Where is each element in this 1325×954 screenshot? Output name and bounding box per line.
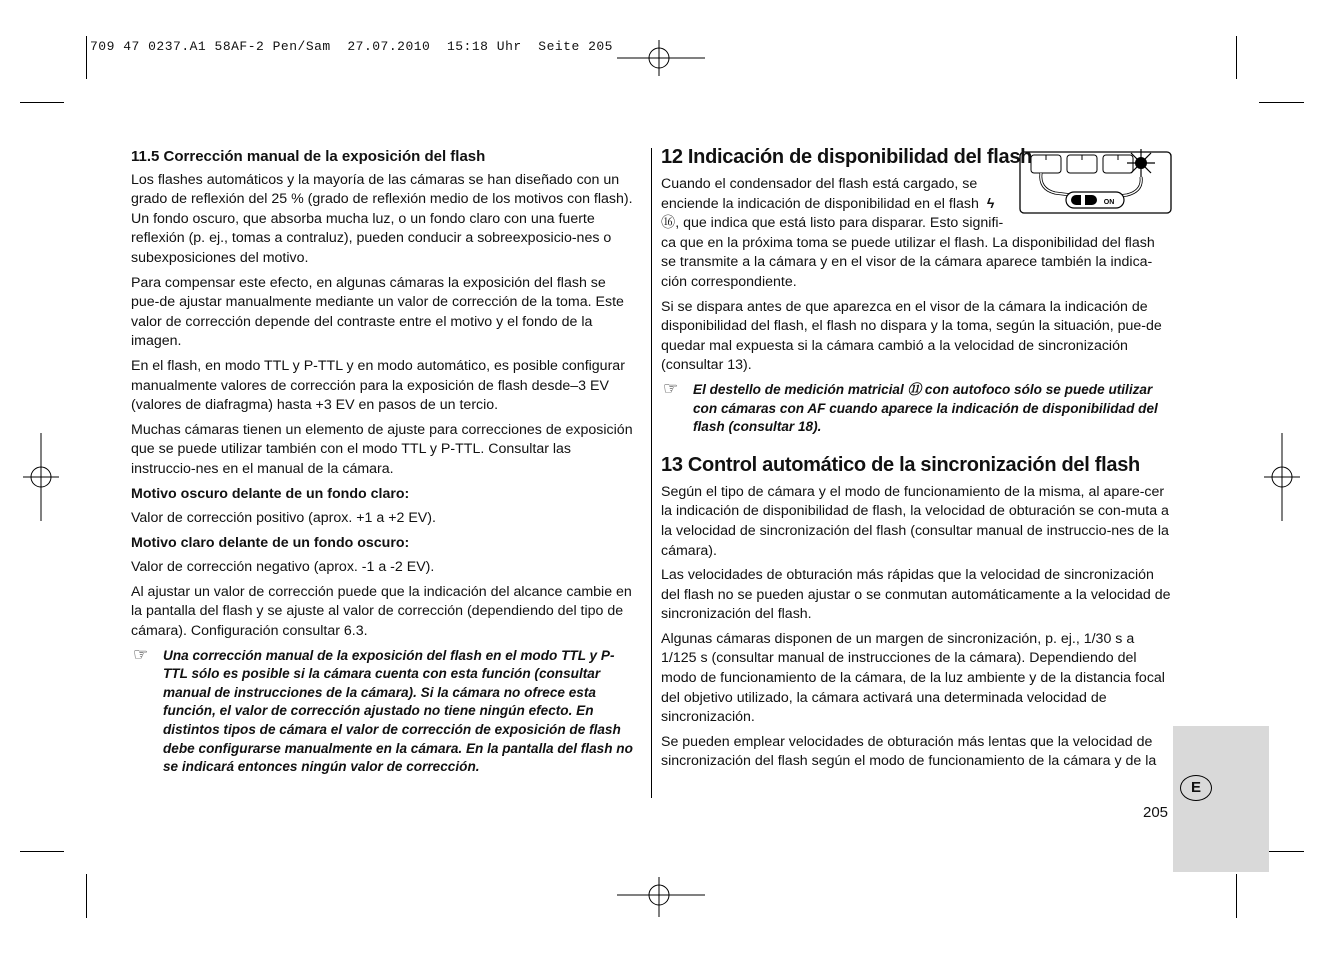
subheading: Motivo oscuro delante de un fondo claro:: [131, 485, 410, 502]
paragraph: En el flash, en modo TTL y P-TTL y en modo automático, es posible configurar manualmente valores de corrección para la exposición de flash desde–3 EV (valores de diafragma) hasta +3 EV en pasos de un tercio.: [131, 357, 625, 414]
print-slug: 709 47 0237.A1 58AF-2 Pen/Sam 27.07.2010 15:18 Uhr Seite 205: [90, 39, 613, 54]
paragraph-line: Cuando el condensador del flash está cargado, se: [661, 176, 978, 192]
section-heading-12: 12 Indicación de disponibilidad del flash: [661, 146, 1033, 168]
paragraph: ca que en la próxima toma se puede utilizar el flash. La disponibilidad del flash se transmite a la cámara y en el visor de la cámara aparece también la indica-ción correspondiente.: [661, 234, 1155, 290]
paragraph: Muchas cámaras tienen un elemento de ajuste para correcciones de exposición que se puede utilizar también con el modo TTL y P-TTL. Consultar las instruccio-nes en el manual de la cámara.: [131, 421, 633, 477]
paragraph: Al ajustar un valor de corrección puede que la indicación del alcance cambie en la pantalla del flash y se ajuste al valor de corrección (dependiendo del tipo de cámara). Configuración consultar 6.3.: [131, 583, 632, 640]
section-heading-13: 13 Control automático de la sincronización del flash: [661, 453, 1140, 476]
paragraph-line-text: enciende la indicación de disponibilidad en el flash: [661, 195, 979, 212]
paragraph: Según el tipo de cámara y el modo de funcionamiento de la misma, al apare-cer la indicación de disponibilidad de flash, la velocidad de obturación se con-muta a la velocidad de sincronización del flash (consultar manual de instruccio-nes de la cámara).: [661, 483, 1169, 559]
note: [131, 644, 638, 777]
subheading: Motivo claro delante de un fondo oscuro:: [131, 534, 410, 551]
paragraph: Valor de corrección negativo (aprox. -1 a -2 EV).: [131, 559, 435, 576]
note: [661, 378, 1171, 437]
note-text: El destello de medición matricial ⑪ con autofoco sólo se puede utilizar con cámaras con AF cuando aparece la indicación de disponibilidad del flash (consultar 18).: [693, 381, 1158, 435]
note-text: Una corrección manual de la exposición del flash en el modo TTL y P-TTL sólo es posible si la cámara cuenta con esta función (consultar manual de instrucciones de la cámara). Si la cámara no ofrece esta función, el valor de corrección ajustado no tiene ningún efecto. En distintos tipos de cámara el valor de corrección de exposición de flash debe configurarse manualmente en la cámara. En la pantalla del flash no se indicará entonces ningún valor de corrección.: [163, 647, 633, 775]
pointing-hand-icon: ☞: [663, 378, 679, 398]
section-heading-11-5: 11.5 Corrección manual de la exposición del flash: [131, 148, 486, 165]
paragraph: Si se dispara antes de que aparezca en el visor de la cámara la indicación de disponibilidad del flash, el flash no dispara y la toma, según la situación, pue-de quedar mal expuesta si la cámara cambió a la velocidad de sincronización (consultar 13).: [661, 298, 1162, 374]
left-column: [131, 147, 638, 782]
column-divider: [651, 148, 652, 798]
paragraph: Algunas cámaras disponen de un margen de sincronización, p. ej., 1/30 s a 1/125 s (consultar manual de instrucciones de la cámara). Dependiendo del modo de funcionamiento de la cámara, de la luz ambiente y de la distancia focal del objetivo utilizado, la cámara activará una determinada velocidad de sincronización.: [661, 630, 1165, 726]
flash-bolt-icon: ϟ: [986, 195, 995, 212]
paragraph: Las velocidades de obturación más rápidas que la velocidad de sincronización del flash no se pueden ajustar o se conmutan automáticamente a la velocidad de sincronización del flash.: [661, 567, 1171, 623]
paragraph: Valor de corrección positivo (aprox. +1 a +2 EV).: [131, 510, 436, 527]
paragraph-line: [661, 195, 1171, 215]
pointing-hand-icon: ☞: [133, 644, 149, 664]
switch-on-label: ON: [1103, 199, 1115, 206]
paragraph: Se pueden emplear velocidades de obturación más lentas que la velocidad de sincronización del flash según el modo de funcionamiento de la cámara y de la: [661, 733, 1157, 770]
language-badge: E: [1180, 775, 1212, 801]
paragraph: Los flashes automáticos y la mayoría de las cámaras se han diseñado con un grado de reflexión del 25 % (grado de reflexión medio de los motivos con flash). Un fondo oscuro, que absorba mucha luz, o un fondo claro con una fuerte reflexión (p. ej., tomas a contraluz), pueden conducir a sobreexposicio-nes o subexposiciones del motivo.: [131, 171, 633, 266]
page-number: 205: [1143, 804, 1169, 821]
paragraph: Para compensar este efecto, en algunas cámaras la exposición del flash se pue-de ajustar manualmente mediante un valor de corrección de la toma. Este valor de corrección depende del contraste entre el motivo y el fondo de la imagen.: [131, 274, 624, 350]
right-column: [661, 145, 1171, 777]
paragraph-line: ⑯, que indica que está listo para disparar. Esto signifi-: [661, 215, 1004, 232]
